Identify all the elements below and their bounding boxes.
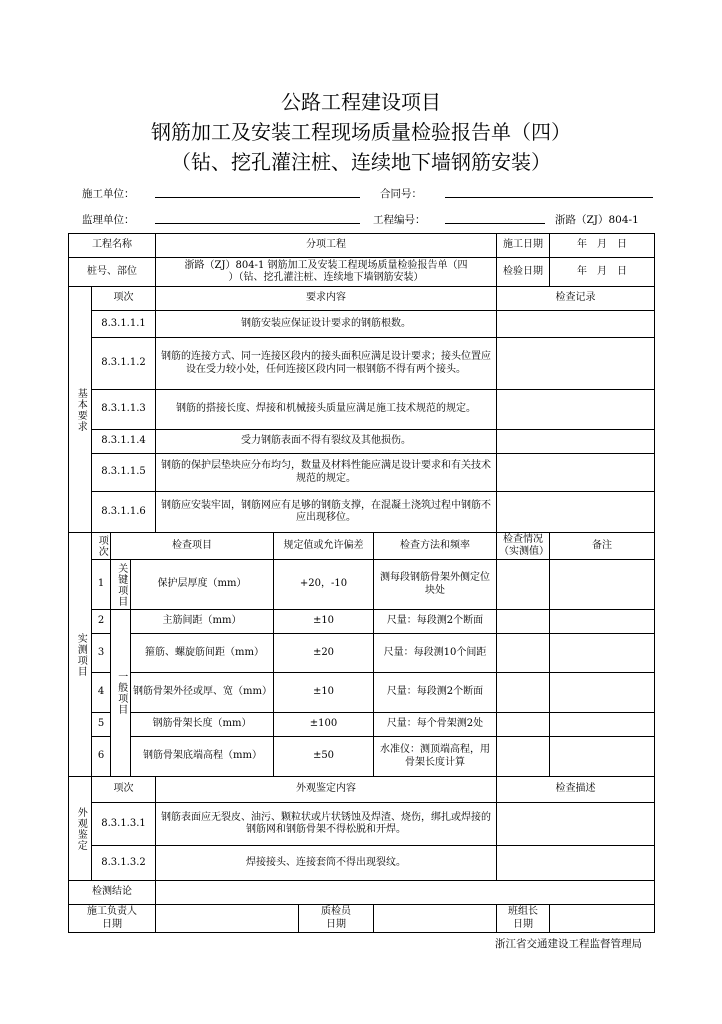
remark-cell[interactable] bbox=[550, 560, 655, 610]
tolerance-header: 规定值或允许偏差 bbox=[274, 533, 374, 560]
tolerance-value: ±10 bbox=[274, 610, 374, 634]
check-method: 水准仪：测顶端高程，用骨架长度计算 bbox=[374, 737, 497, 777]
tolerance-value: ±10 bbox=[274, 673, 374, 713]
basic-record-cell[interactable] bbox=[497, 492, 655, 533]
appearance-desc-cell[interactable] bbox=[497, 846, 655, 881]
remark-cell[interactable] bbox=[550, 713, 655, 737]
construction-unit-field[interactable] bbox=[155, 197, 360, 198]
measured-item-no: 2 bbox=[92, 610, 111, 634]
leader-sign-cell[interactable] bbox=[550, 905, 655, 933]
measured-value-cell[interactable] bbox=[497, 737, 550, 777]
basic-record-cell[interactable] bbox=[497, 338, 655, 390]
project-no-field[interactable] bbox=[445, 223, 545, 224]
inspection-date-label: 检验日期 bbox=[497, 258, 550, 287]
basic-item-no: 8.3.1.1.1 bbox=[92, 311, 156, 338]
conclusion-cell[interactable] bbox=[156, 881, 655, 905]
check-method: 尺量：每个骨架测2处 bbox=[374, 713, 497, 737]
basic-item-text: 钢筋安装应保证设计要求的钢筋根数。 bbox=[156, 311, 497, 338]
appearance-desc-cell[interactable] bbox=[497, 803, 655, 846]
remark-cell[interactable] bbox=[550, 673, 655, 713]
tolerance-value: ±20 bbox=[274, 634, 374, 673]
project-name-label: 工程名称 bbox=[69, 234, 156, 258]
tolerance-value: +20，-10 bbox=[274, 560, 374, 610]
basic-record-header: 检查记录 bbox=[497, 287, 655, 311]
measured-value-cell[interactable] bbox=[497, 634, 550, 673]
basic-item-header: 项次 bbox=[92, 287, 156, 311]
check-item-name: 钢筋骨架底端高程（mm） bbox=[131, 737, 274, 777]
check-item-name: 保护层厚度（mm） bbox=[131, 560, 274, 610]
title-line-2: 钢筋加工及安装工程现场质量检验报告单（四） bbox=[151, 120, 571, 144]
inspection-table bbox=[68, 233, 655, 933]
basic-item-no: 8.3.1.1.5 bbox=[92, 454, 156, 492]
appearance-item-no: 8.3.1.3.1 bbox=[92, 803, 156, 846]
appearance-label: 外观鉴定 bbox=[69, 777, 92, 881]
appearance-desc-header: 检查描述 bbox=[497, 777, 655, 803]
basic-item-text: 钢筋的保护层垫块应分布均匀，数量及材料性能应满足设计要求和有关技术规范的规定。 bbox=[156, 454, 497, 492]
measured-item-header: 项次 bbox=[92, 533, 111, 560]
basic-item-text: 钢筋应安装牢固，钢筋网应有足够的钢筋支撑，在混凝土浇筑过程中钢筋不应出现移位。 bbox=[156, 492, 497, 533]
basic-record-cell[interactable] bbox=[497, 454, 655, 492]
check-method: 尺量：每段测10个间距 bbox=[374, 634, 497, 673]
measured-value-cell[interactable] bbox=[497, 713, 550, 737]
basic-item-no: 8.3.1.1.2 bbox=[92, 338, 156, 390]
check-method: 尺量：每段测2个断面 bbox=[374, 673, 497, 713]
constructor-sign-label: 施工负责人 日期 bbox=[69, 905, 156, 933]
pile-no-label: 桩号、部位 bbox=[69, 258, 156, 287]
basic-item-no: 8.3.1.1.6 bbox=[92, 492, 156, 533]
appearance-item-no: 8.3.1.3.2 bbox=[92, 846, 156, 881]
leader-sign-label: 班组长 日期 bbox=[497, 905, 550, 933]
title-line-1: 公路工程建设项目 bbox=[281, 90, 441, 114]
appearance-content-header: 外观鉴定内容 bbox=[156, 777, 497, 803]
constructor-sign-cell[interactable] bbox=[156, 905, 299, 933]
form-code: 浙路（ZJ）804-1 bbox=[555, 214, 639, 226]
project-no-label: 工程编号： bbox=[373, 214, 426, 226]
supervision-unit-field[interactable] bbox=[155, 223, 360, 224]
basic-requirements-label: 基本要求 bbox=[69, 287, 92, 533]
basic-item-text: 钢筋的搭接长度、焊接和机械接头质量应满足施工技术规范的规定。 bbox=[156, 390, 497, 430]
remark-cell[interactable] bbox=[550, 610, 655, 634]
construction-date-label: 施工日期 bbox=[497, 234, 550, 258]
check-item-name: 钢筋骨架外径或厚、宽（mm） bbox=[131, 673, 274, 713]
measured-item-no: 4 bbox=[92, 673, 111, 713]
key-item-label: 关键项目 bbox=[111, 560, 131, 610]
construction-unit-label: 施工单位： bbox=[82, 188, 135, 200]
inspector-sign-label: 质检员 日期 bbox=[299, 905, 374, 933]
measured-item-no: 3 bbox=[92, 634, 111, 673]
general-item-label: 一般项目 bbox=[111, 610, 131, 777]
inspection-date-value[interactable]: 年 月 日 bbox=[550, 258, 655, 287]
contract-no-field[interactable] bbox=[445, 197, 653, 198]
method-header: 检查方法和频率 bbox=[374, 533, 497, 560]
measured-item-no: 5 bbox=[92, 713, 111, 737]
appearance-item-header: 项次 bbox=[92, 777, 156, 803]
appearance-item-text: 钢筋表面应无裂皮、油污、颗粒状或片状锈蚀及焊渣、烧伤，绑扎或焊接的钢筋网和钢筋骨架不得松脱和开焊。 bbox=[156, 803, 497, 846]
measured-item-no: 6 bbox=[92, 737, 111, 777]
basic-item-text: 钢筋的连接方式、同一连接区段内的接头面积应满足设计要求；接头位置应设在受力较小处，任何连接区段内同一根钢筋不得有两个接头。 bbox=[156, 338, 497, 390]
check-item-header: 检查项目 bbox=[111, 533, 274, 560]
basic-record-cell[interactable] bbox=[497, 311, 655, 338]
basic-item-no: 8.3.1.1.3 bbox=[92, 390, 156, 430]
basic-content-header: 要求内容 bbox=[156, 287, 497, 311]
measured-value-cell[interactable] bbox=[497, 560, 550, 610]
tolerance-value: ±50 bbox=[274, 737, 374, 777]
measured-value-cell[interactable] bbox=[497, 673, 550, 713]
issuer-footer: 浙江省交通建设工程监督管理局 bbox=[495, 938, 642, 950]
check-method: 测每段钢筋骨架外侧定位块处 bbox=[374, 560, 497, 610]
measured-value-cell[interactable] bbox=[497, 610, 550, 634]
remark-header: 备注 bbox=[550, 533, 655, 560]
contract-no-label: 合同号： bbox=[380, 188, 422, 200]
check-item-name: 钢筋骨架长度（mm） bbox=[131, 713, 274, 737]
measured-item-no: 1 bbox=[92, 560, 111, 610]
tolerance-value: ±100 bbox=[274, 713, 374, 737]
construction-date-value[interactable]: 年 月 日 bbox=[550, 234, 655, 258]
appearance-item-text: 焊接接头、连接套筒不得出现裂纹。 bbox=[156, 846, 497, 881]
check-item-name: 主筋间距（mm） bbox=[131, 610, 274, 634]
form-full-name: 浙路（ZJ）804-1 钢筋加工及安装工程现场质量检验报告单（四 ）（钻、挖孔灌注桩、连续地下墙钢筋安装） bbox=[156, 258, 497, 287]
sub-project-label: 分项工程 bbox=[156, 234, 497, 258]
basic-item-text: 受力钢筋表面不得有裂纹及其他损伤。 bbox=[156, 430, 497, 454]
basic-item-no: 8.3.1.1.4 bbox=[92, 430, 156, 454]
basic-record-cell[interactable] bbox=[497, 430, 655, 454]
basic-record-cell[interactable] bbox=[497, 390, 655, 430]
check-method: 尺量：每段测2个断面 bbox=[374, 610, 497, 634]
supervision-unit-label: 监理单位： bbox=[82, 214, 135, 226]
remark-cell[interactable] bbox=[550, 737, 655, 777]
measured-items-label: 实测项目 bbox=[69, 533, 92, 777]
conclusion-label: 检测结论 bbox=[69, 881, 156, 905]
remark-cell[interactable] bbox=[550, 634, 655, 673]
inspector-sign-cell[interactable] bbox=[374, 905, 497, 933]
check-item-name: 箍筋、螺旋筋间距（mm） bbox=[131, 634, 274, 673]
result-header: 检查情况 （实测值） bbox=[497, 533, 550, 560]
title-line-3: （钻、挖孔灌注桩、连续地下墙钢筋安装） bbox=[171, 150, 551, 174]
